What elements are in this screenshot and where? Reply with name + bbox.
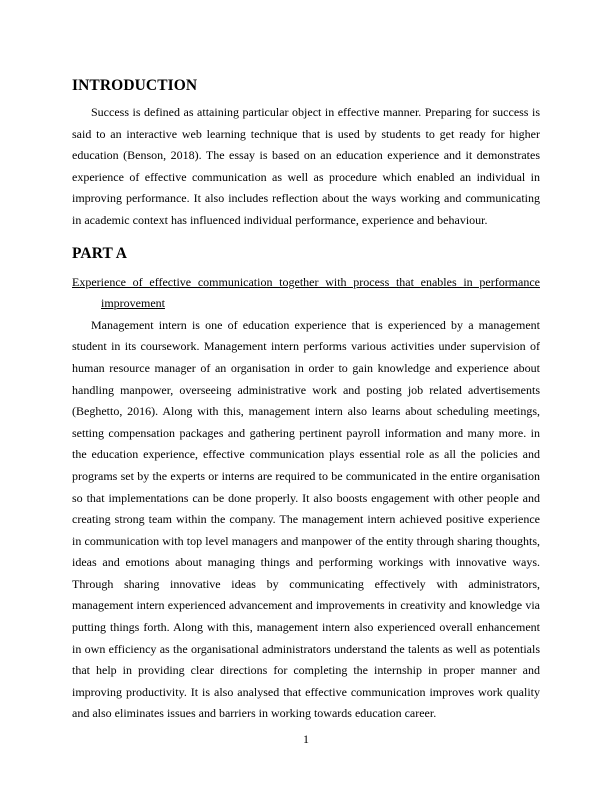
part-a-subheading: Experience of effective communication together with process that enables in performance improvement [72,274,540,311]
introduction-heading: INTRODUCTION [72,77,198,94]
page-number: 1 [303,732,309,746]
part-a-paragraph: Management intern is one of education experience that is experienced by a management student in its coursework. Management intern performs various activities under supervision of human resource manager of an organisation in order to gain knowledge and experience about handling manpower, overseeing administrative work and posting job related advertisements (Beghetto, 2016). Along with this, management intern also learns about scheduling meetings, setting compensation packages and gathering pertinent payroll information and many more. in the education experience, effective communication plays essential role as all the policies and programs set by the experts or interns are required to be communicated in the entire organisation so that implementations can be done properly. It also boosts engagement with other people and creating strong team within the company. The management intern achieved positive experience in communication with top level managers and manpower of the entity through sharing thoughts, ideas and emotions about managing things and performing workings with innovative ways. Through sharing innovative ideas by communicating effectively with administrators, management intern experienced advancement and improvements in creativity and knowledge via putting things forth. Along with this, management intern also experienced overall enhancement in own efficiency as the organisational administrators understand the talents as well as potentials that help in providing clear directions for completing the internship in proper manner and improving productivity. It is also analysed that effective communication improves work quality and also eliminates issues and barriers in working towards education career. [72,317,540,721]
page-content [72,76,540,725]
part-a-heading: PART A [72,244,128,262]
introduction-paragraph: Success is defined as attaining particular object in effective manner. Preparing for success is said to an interactive web learning technique that is used by students to get ready for higher education (Benson, 2018). The essay is based on an education experience and it demonstrates experience of effective communication as well as procedure which enabled an individual in improving performance. It also includes reflection about the ways working and communicating in academic context has influenced individual performance, experience and behaviour. [72,105,540,227]
